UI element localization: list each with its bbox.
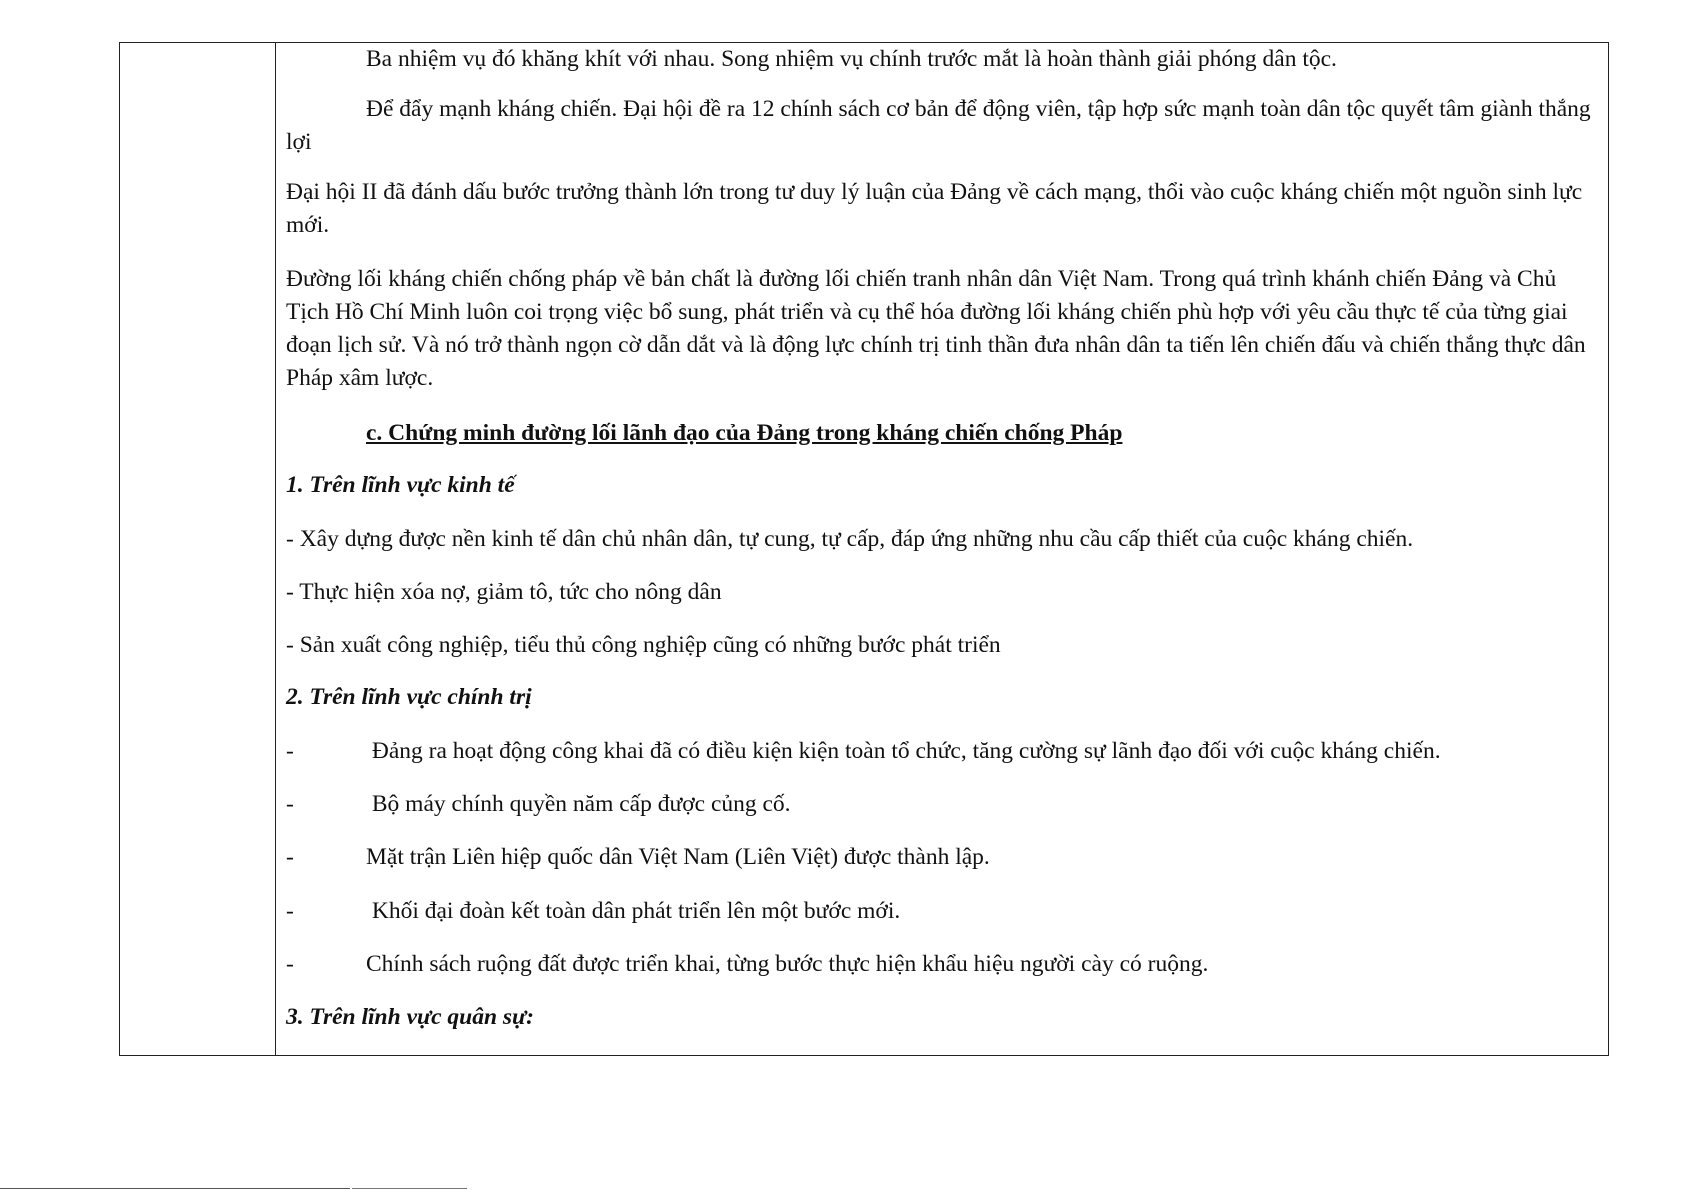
- economy-item: - Thực hiện xóa nợ, giảm tô, tức cho nông dân: [286, 579, 722, 605]
- politics-heading: 2. Trên lĩnh vực chính trị: [286, 684, 532, 710]
- list-dash: -: [286, 791, 294, 817]
- document-table: [119, 42, 1609, 1056]
- politics-item: [286, 841, 1594, 874]
- paragraph-congress: Đại hội II đã đánh dấu bước trưởng thành lớn trong tư duy lý luận của Đảng về cách mạng, thổi vào cuộc kháng chiến một nguồn sinh lực mới.: [286, 179, 1583, 238]
- paragraph-tasks: Ba nhiệm vụ đó khăng khít với nhau. Song nhiệm vụ chính trước mắt là hoàn thành giải phóng dân tộc.: [366, 46, 1337, 72]
- politics-item: [286, 948, 1594, 981]
- table-content-column: [276, 43, 1608, 1055]
- economy-item: - Sản xuất công nghiệp, tiểu thủ công nghiệp cũng có những bước phát triển: [286, 632, 1001, 658]
- politics-item: [286, 895, 1594, 928]
- military-heading: 3. Trên lĩnh vực quân sự:: [286, 1004, 534, 1030]
- footnote-separator-extension: [352, 1188, 467, 1189]
- table-left-column: [120, 43, 276, 1055]
- politics-item: [286, 788, 1594, 821]
- list-dash: -: [286, 951, 294, 977]
- politics-item-text: Mặt trận Liên hiệp quốc dân Việt Nam (Liên Việt) được thành lập.: [366, 844, 990, 870]
- politics-item-text: Đảng ra hoạt động công khai đã có điều kiện kiện toàn tổ chức, tăng cường sự lãnh đạo đối với cuộc kháng chiến.: [366, 738, 1441, 764]
- footnote-separator: [0, 1188, 350, 1189]
- paragraph-policies: Để đẩy mạnh kháng chiến. Đại hội đề ra 12 chính sách cơ bản để động viên, tập hợp sức mạnh toàn dân tộc quyết tâm giành thắng lợi: [286, 96, 1591, 155]
- economy-item: - Xây dựng được nền kinh tế dân chủ nhân dân, tự cung, tự cấp, đáp ứng những nhu cầu cấp thiết của cuộc kháng chiến.: [286, 526, 1414, 552]
- paragraph-resistance-line: Đường lối kháng chiến chống pháp về bản chất là đường lối chiến tranh nhân dân Việt Nam. Trong quá trình khánh chiến Đảng và Chủ Tịch Hồ Chí Minh luôn coi trọng việc bổ sung, phát triển và cụ thể hóa đường lối kháng chiến phù hợp với yêu cầu thực tế của từng giai đoạn lịch sử. Và nó trở thành ngọn cờ dẫn dắt và là động lực chính trị tinh thần đưa nhân dân ta tiến lên chiến đấu và chiến thắng thực dân Pháp xâm lược.: [286, 266, 1586, 391]
- politics-item-text: Chính sách ruộng đất được triển khai, từng bước thực hiện khẩu hiệu người cày có ruộng.: [366, 951, 1209, 977]
- economy-heading: 1. Trên lĩnh vực kinh tế: [286, 472, 515, 498]
- politics-item-text: Khối đại đoàn kết toàn dân phát triển lên một bước mới.: [366, 898, 901, 924]
- politics-item: [286, 735, 1594, 768]
- list-dash: -: [286, 738, 294, 764]
- list-dash: -: [286, 898, 294, 924]
- politics-item-text: Bộ máy chính quyền năm cấp được củng cố.: [366, 791, 791, 817]
- section-c-heading: c. Chứng minh đường lối lãnh đạo của Đảng trong kháng chiến chống Pháp: [366, 420, 1123, 446]
- list-dash: -: [286, 844, 294, 870]
